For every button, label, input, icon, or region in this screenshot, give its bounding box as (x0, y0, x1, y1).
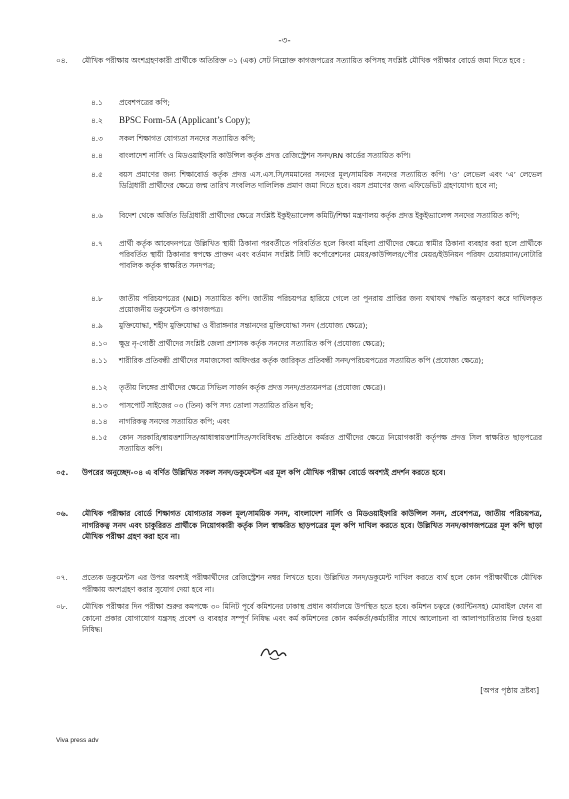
item-number: ৪.৫ (91, 170, 103, 179)
item-text: কোন সরকারি/স্বায়ত্তশাসিত/আধাস্বায়ত্তশাসিত/সংবিধিবদ্ধ প্রতিষ্ঠানে কর্মরত প্রার্থীদের ক্ষেত্রে নিয়োগকারী কর্তৃপক্ষ প্রদত্ত সিল স্বাক্ষরিত ছাড়পত্রের সত্যায়িত কপি। (119, 433, 542, 454)
item-text: বিদেশ থেকে অর্জিত ডিগ্রিধারী প্রার্থীদের ক্ষেত্রে সংশ্লিষ্ট ইকুইভ্যালেন্স কমিটি/শিক্ষা মন্ত্রণালয় কর্তৃক প্রদত্ত ইকুইভ্যালেন্স সনদের সত্যায়িত কপি; (119, 211, 520, 220)
item-text: নাগরিকত্ব সনদের সত্যায়িত কপি; এবং (119, 417, 230, 426)
continued-note: [অপর পৃষ্ঠায় দ্রষ্টব্য] (480, 686, 539, 695)
list-item-4-6 (91, 210, 542, 221)
list-item-4-1 (91, 97, 542, 108)
item-number: ৪.৯ (91, 321, 103, 330)
list-item-4-2 (91, 115, 542, 126)
item-number: ৪.১৪ (91, 417, 108, 426)
paragraph-number: ০৬. (56, 509, 69, 518)
paragraph-text: উপরের অনুচ্ছেদ-০৪ এ বর্ণিত উল্লিখিত সকল সনদ/ডকুমেন্টস এর মূল কপি মৌখিক পরীক্ষা বোর্ডে অবশ্যই প্রদর্শন করতে হবে। (82, 468, 446, 477)
list-item-4-14 (91, 416, 542, 427)
list-item-4-7 (91, 238, 542, 272)
list-item-4-3 (91, 133, 542, 144)
item-number: ৪.১১ (91, 356, 108, 365)
item-text: পাসপোর্ট সাইজের ০৩ (তিন) কপি সদ্য তোলা সত্যায়িত রঙিন ছবি; (119, 401, 314, 410)
paragraph-text: মৌখিক পরীক্ষার দিন পরীক্ষা শুরুর কমপক্ষে ৩০ মিনিট পূর্বে কমিশনের ঢাকাস্থ প্রধান কার্যালয়ে উপস্থিত হতে হবে। কমিশন চত্বরে (ক্যান্টিনসহ) মোবাইল ফোন বা কোনো প্রকার যোগাযোগ যন্ত্রসহ প্রবেশ ও ব্যবহার সম্পূর্ণ নিষিদ্ধ এবং কর্ম কমিশনের কোন কর্মকর্তা/কর্মচারীর সাথে আলোচনা বা আলাপচারিতায় লিপ্ত হওয়া নিষিদ্ধ। (82, 602, 542, 634)
paragraph-text: মৌখিক পরীক্ষার বোর্ডে শিক্ষাগত যোগ্যতার সকল মূল/সাময়িক সনদ, বাংলাদেশ নার্সিং ও মিডওয়াইফারি কাউন্সিল সনদ, প্রবেশপত্র, জাতীয় পরিচয়পত্র, নাগরিকত্ব সনদ এবং চাকুরিরত প্রার্থীকে নিয়োগকারী কর্তৃক সিল স্বাক্ষরিত ছাড়পত্রের মূল কপি দাখিল করতে হবে। উল্লিখিত সনদ/কাগজপত্রের মূল কপি ছাড়া মৌখিক পরীক্ষা গ্রহণ করা হবে না। (82, 509, 542, 541)
item-number: ৪.৬ (91, 211, 103, 220)
item-number: ৪.১২ (91, 383, 108, 392)
item-text: তৃতীয় লিঙ্গের প্রার্থীদের ক্ষেত্রে সিভিল সার্জন কর্তৃক প্রদত্ত সনদ/প্রত্যয়নপত্র (প্রযোজ্য ক্ষেত্রে)। (119, 383, 386, 392)
item-text: প্রবেশপত্রের কপি; (119, 98, 170, 107)
item-text: ক্ষুদ্র নৃ-গোষ্ঠী প্রার্থীদের সংশ্লিষ্ট জেলা প্রশাসক কর্তৃক সনদের সত্যায়িত কপি (প্রযোজ্য ক্ষেত্রে); (119, 339, 385, 348)
item-number: ৪.৭ (91, 239, 103, 248)
paragraph-number: ০৪. (56, 56, 68, 65)
paragraph-number: ০৭. (56, 573, 68, 582)
paragraph-number: ০৮. (56, 602, 68, 611)
item-number: ৪.৩ (91, 134, 103, 143)
paragraph-08 (56, 601, 542, 636)
item-text: মুক্তিযোদ্ধা, শহীদ মুক্তিযোদ্ধা ও বীরাঙ্গনার সন্তানদের মুক্তিযোদ্ধা সনদ (প্রযোজ্য ক্ষেত্রে); (119, 321, 368, 330)
paragraph-text: প্রত্যেক ডকুমেন্টস এর উপর অবশ্যই পরীক্ষার্থীদের রেজিস্ট্রেশন নম্বর লিখতে হবে। উল্লিখিত সনদ/ডকুমেন্ট দাখিল করতে ব্যর্থ হলে কোন পরীক্ষার্থীকে মৌখিক পরীক্ষায় অংশগ্রহণ করার সুযোগ দেয়া হবে না। (82, 573, 542, 594)
item-text: বাংলাদেশ নার্সিং ও মিডওয়াইফারি কাউন্সিল কর্তৃক প্রদত্ত রেজিস্ট্রেশন সনদ/RN কার্ডের সত্যায়িত কপি। (119, 151, 411, 160)
list-item-4-5 (91, 169, 542, 191)
item-number: ৪.১০ (91, 339, 108, 348)
item-text: প্রার্থী কর্তৃক আবেদনপত্রে উল্লিখিত স্থায়ী ঠিকানা পরবর্তীতে পরিবর্তিত হলে কিংবা মহিলা প্রার্থীদের ক্ষেত্রে স্বামীর ঠিকানা ব্যবহার করা হলে প্রার্থীকে পরিবর্তিত স্থায়ী ঠিকানার স্বপক্ষে প্রাক্তন এবং বর্তমান সংশ্লিষ্ট সিটি কর্পোরেশনের মেয়র/কাউন্সিলর/পৌর মেয়র/ইউনিয়ন পরিষদ চেয়ারম্যান/নোটারি পাবলিক কর্তৃক স্বাক্ষরিত সনদপত্র; (119, 239, 542, 271)
list-item-4-15 (91, 432, 542, 454)
paragraph-06 (56, 508, 542, 543)
list-item-4-12 (91, 382, 542, 393)
list-item-4-8 (91, 293, 542, 315)
press-footer: Viva press adv (56, 737, 99, 744)
item-text: সকল শিক্ষাগত যোগ্যতা সনদের সত্যায়িত কপি; (119, 134, 256, 143)
list-item-4-13 (91, 400, 542, 411)
item-number: ৪.১ (91, 98, 103, 107)
paragraph-07 (56, 572, 542, 595)
item-number: ৪.১৩ (91, 401, 108, 410)
item-number: ৪.৪ (91, 151, 103, 160)
list-item-4-10 (91, 338, 542, 349)
list-item-4-4 (91, 150, 542, 161)
item-text: জাতীয় পরিচয়পত্রের (NID) সত্যায়িত কপি। জাতীয় পরিচয়পত্র হারিয়ে গেলে তা পুনরায় প্রাপ্তির জন্য যথাযথ পদ্ধতি অনুসরণ করে দাখিলকৃত প্রয়োজনীয় ডকুমেন্টস ও কাগজপত্র। (119, 294, 542, 315)
paragraph-04 (56, 55, 542, 67)
list-item-4-9 (91, 320, 542, 331)
list-item-4-11 (91, 355, 542, 366)
paragraph-number: ০৫. (56, 468, 69, 477)
page-number: -৩- (278, 36, 291, 46)
item-text: বয়স প্রমাণের জন্য শিক্ষাবোর্ড কর্তৃক প্রদত্ত এস.এস.সি/সমমানের সনদের মূল/সাময়িক সনদের সত্যায়িত কপি। ‘ও’ লেভেল এবং ‘এ’ লেভেল ডিগ্রিধারী প্রার্থীদের ক্ষেত্রে জন্ম তারিখ সংবলিত দালিলিক প্রমাণ জমা দিতে হবে। বয়স প্রমাণের জন্য এফিডেভিট গ্রহণযোগ্য হবে না; (119, 170, 542, 191)
signature-mark (258, 644, 288, 662)
paragraph-05 (56, 467, 542, 479)
item-number: ৪.২ (91, 116, 103, 125)
paragraph-text: মৌখিক পরীক্ষায় অংশগ্রহণকারী প্রার্থীকে অতিরিক্ত ০১ (এক) সেট নিম্নোক্ত কাগজপত্রের সত্যায়িত কপিসহ সংশ্লিষ্ট মৌখিক পরীক্ষার বোর্ডে জমা দিতে হবে : (82, 56, 526, 65)
item-number: ৪.৮ (91, 294, 103, 303)
item-number: ৪.১৫ (91, 433, 108, 442)
item-text: শারীরিক প্রতিবন্ধী প্রার্থীদের সমাজসেবা অধিদপ্তর কর্তৃক জারিকৃত প্রতিবন্ধী সনদ/পরিচয়পত্রের সত্যায়িত কপি (প্রযোজ্য ক্ষেত্রে); (119, 356, 484, 365)
item-text: BPSC Form-5A (Applicant’s Copy); (119, 115, 251, 125)
